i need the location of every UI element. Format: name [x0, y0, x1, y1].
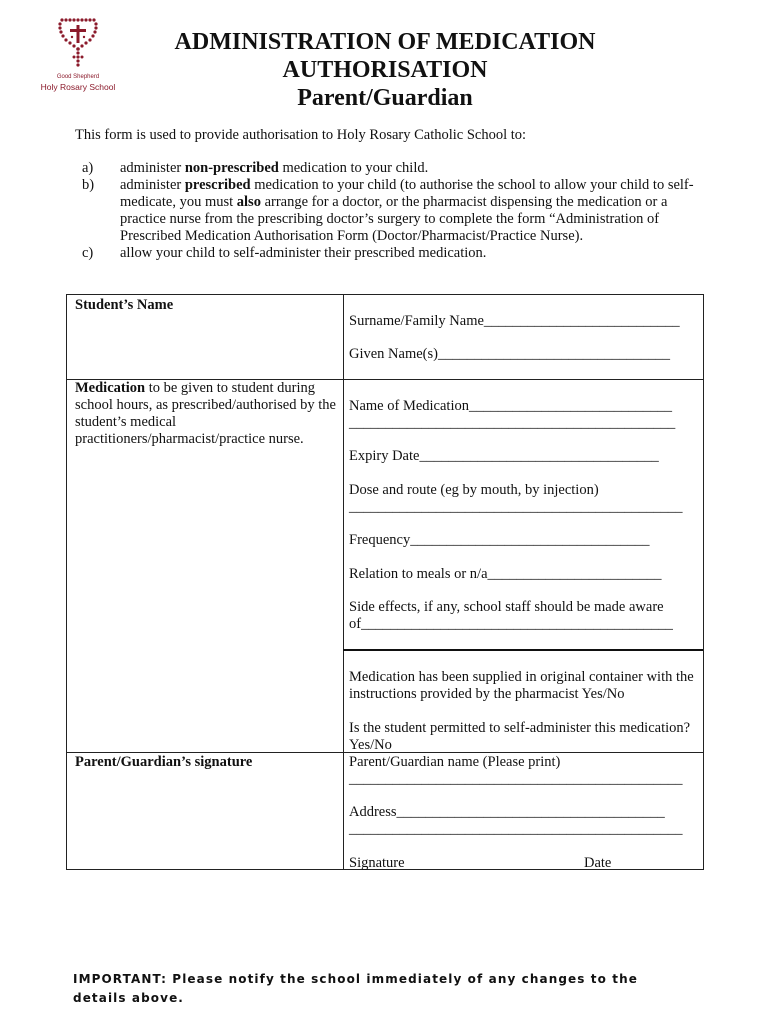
address-field[interactable]: Address_____________________________________ [349, 804, 665, 820]
guardian-name-label: Parent/Guardian name (Please print) [349, 754, 561, 770]
frequency-field[interactable]: Frequency_________________________________ [349, 532, 650, 548]
page-title-line2: AUTHORISATION [282, 57, 488, 83]
list-item [75, 160, 715, 177]
list-text: medication to your child. [278, 160, 429, 176]
address-line[interactable]: ______________________________________________ [349, 821, 683, 837]
list-emphasis: prescribed [184, 177, 251, 193]
relation-to-meals-field[interactable]: Relation to meals or n/a________________________ [349, 566, 662, 582]
section-divider [343, 649, 703, 651]
student-name-label: Student’s Name [75, 297, 174, 313]
list-text: administer [120, 177, 185, 193]
list-item [75, 177, 715, 245]
signature-label: Parent/Guardian’s signature [75, 754, 253, 770]
given-name-field[interactable]: Given Name(s)________________________________ [349, 346, 670, 362]
list-emphasis: non-prescribed [184, 160, 279, 176]
list-marker: c) [82, 245, 94, 261]
medication-name-field[interactable]: Name of Medication____________________________ [349, 398, 672, 414]
list-marker: b) [82, 177, 95, 193]
surname-field[interactable]: Surname/Family Name___________________________ [349, 313, 680, 329]
signature-field[interactable]: Signature [349, 855, 405, 871]
intro-text: This form is used to provide authorisation to Holy Rosary Catholic School to: [75, 127, 527, 143]
date-field[interactable]: Date [584, 855, 612, 871]
list-text: medication to your child (to authorise the school to allow your child to self-medicate, you must [120, 177, 694, 210]
list-item [75, 245, 715, 262]
medication-label-text: to be given to student during school hours, as prescribed/authorised by the student’s medical practitioners/pharmacist/practice nurse. [75, 380, 336, 447]
list-marker: a) [82, 160, 94, 176]
list-text: administer [120, 160, 185, 176]
list-emphasis: also [236, 194, 261, 210]
dose-route-label: Dose and route (eg by mouth, by injection) [349, 482, 599, 498]
logo-school-name: Holy Rosary School [40, 82, 116, 92]
authorisation-list [75, 160, 715, 262]
dose-route-line[interactable]: ______________________________________________ [349, 499, 683, 515]
medication-name-line[interactable]: _____________________________________________ [349, 415, 676, 431]
original-container-question[interactable]: Medication has been supplied in original container with the instructions provided by the pharmacist Yes/No [349, 669, 694, 702]
page-subtitle: Parent/Guardian [297, 85, 473, 111]
column-divider [343, 295, 344, 869]
self-administer-question[interactable]: Is the student permitted to self-administer this medication? Yes/No [349, 720, 691, 753]
side-effects-field[interactable]: Side effects, if any, school staff should be made aware of___________________________________________ [349, 599, 673, 632]
medication-label-bold: Medication [75, 380, 146, 396]
expiry-date-field[interactable]: Expiry Date_________________________________ [349, 448, 659, 464]
list-text: allow your child to self-administer their prescribed medication. [120, 245, 487, 261]
medication-label [75, 380, 337, 448]
guardian-name-line[interactable]: ______________________________________________ [349, 771, 683, 787]
important-notice: IMPORTANT: Please notify the school immediately of any changes to the details above. [73, 972, 638, 1005]
page-title-line1: ADMINISTRATION OF MEDICATION [174, 29, 596, 55]
list-text: arrange for a doctor, or the pharmacist dispensing the medication or a practice nurse from the prescribing doctor’s surgery to complete the form “Administration of Prescribed Medication Authorisation Form (Doctor/Pharmacist/Practice Nurse). [120, 194, 668, 244]
authorisation-form-table [66, 294, 704, 870]
logo-tagline: Good Shepherd [56, 74, 100, 80]
